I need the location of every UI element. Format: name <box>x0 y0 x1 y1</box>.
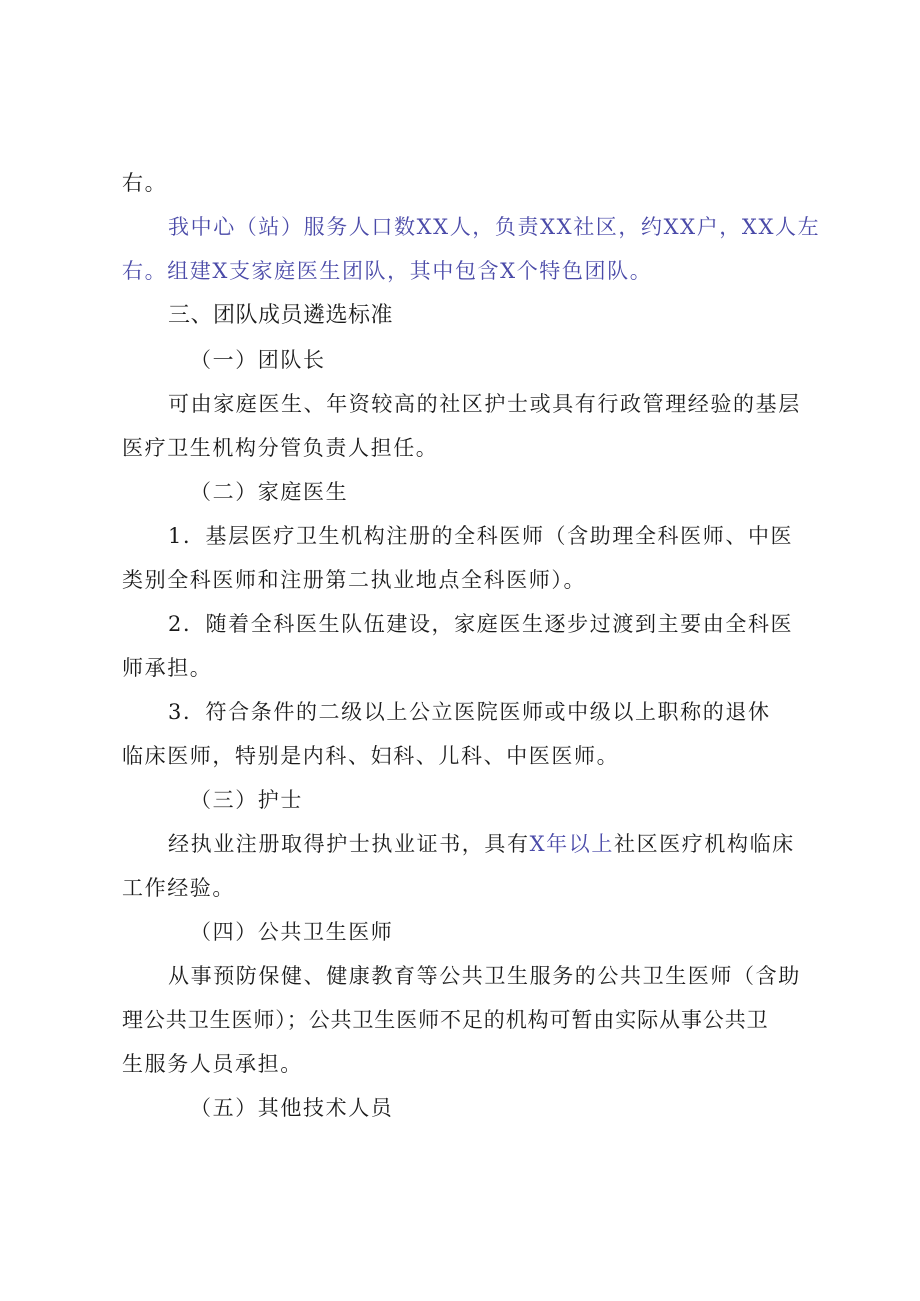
family-doctor-item-3-line-2: 临床医师，特别是内科、妇科、儿科、中医医师。 <box>122 744 620 768</box>
public-health-paragraph-line-1: 从事预防保健、健康教育等公共卫生服务的公共卫生医师（含助 <box>168 964 801 988</box>
nurse-text-after: 社区医疗机构临床 <box>613 832 795 856</box>
subheading-public-health-doctor: （四）公共卫生医师 <box>190 920 394 944</box>
public-health-paragraph-line-2: 理公共卫生医师）；公共卫生医师不足的机构可暂由实际从事公共卫 <box>122 1008 769 1032</box>
section-heading-3: 三、团队成员遴选标准 <box>168 303 394 328</box>
service-population-paragraph-line-2: 右。组建X支家庭医生团队，其中包含X个特色团队。 <box>122 259 653 283</box>
subheading-family-doctor: （二）家庭医生 <box>190 480 349 504</box>
nurse-paragraph-line-1 <box>168 829 795 859</box>
paragraph-tail: 右。 <box>122 171 168 195</box>
family-doctor-item-1-line-1: 1．基层医疗卫生机构注册的全科医师（含助理全科医师、中医 <box>168 524 794 548</box>
nurse-text-before: 经执业注册取得护士执业证书，具有 <box>168 832 530 856</box>
subheading-other-technical-staff: （五）其他技术人员 <box>190 1096 394 1120</box>
nurse-paragraph-line-2: 工作经验。 <box>122 876 235 900</box>
family-doctor-item-3-line-1: 3．符合条件的二级以上公立医院医师或中级以上职称的退休 <box>168 700 771 724</box>
service-population-paragraph-line-1: 我中心（站）服务人口数XX人，负责XX社区，约XX户，XX人左 <box>168 215 821 239</box>
family-doctor-item-2-line-1: 2．随着全科医生队伍建设，家庭医生逐步过渡到主要由全科医 <box>168 612 794 636</box>
nurse-years-placeholder: X年以上 <box>529 832 614 856</box>
team-leader-paragraph-line-1: 可由家庭医生、年资较高的社区护士或具有行政管理经验的基层 <box>168 392 801 416</box>
team-leader-paragraph-line-2: 医疗卫生机构分管负责人担任。 <box>122 436 439 460</box>
family-doctor-item-2-line-2: 师承担。 <box>122 656 213 680</box>
public-health-paragraph-line-3: 生服务人员承担。 <box>122 1052 303 1076</box>
subheading-nurse: （三）护士 <box>190 788 303 812</box>
subheading-team-leader: （一）团队长 <box>190 348 326 372</box>
family-doctor-item-1-line-2: 类别全科医师和注册第二执业地点全科医师）。 <box>122 568 587 592</box>
